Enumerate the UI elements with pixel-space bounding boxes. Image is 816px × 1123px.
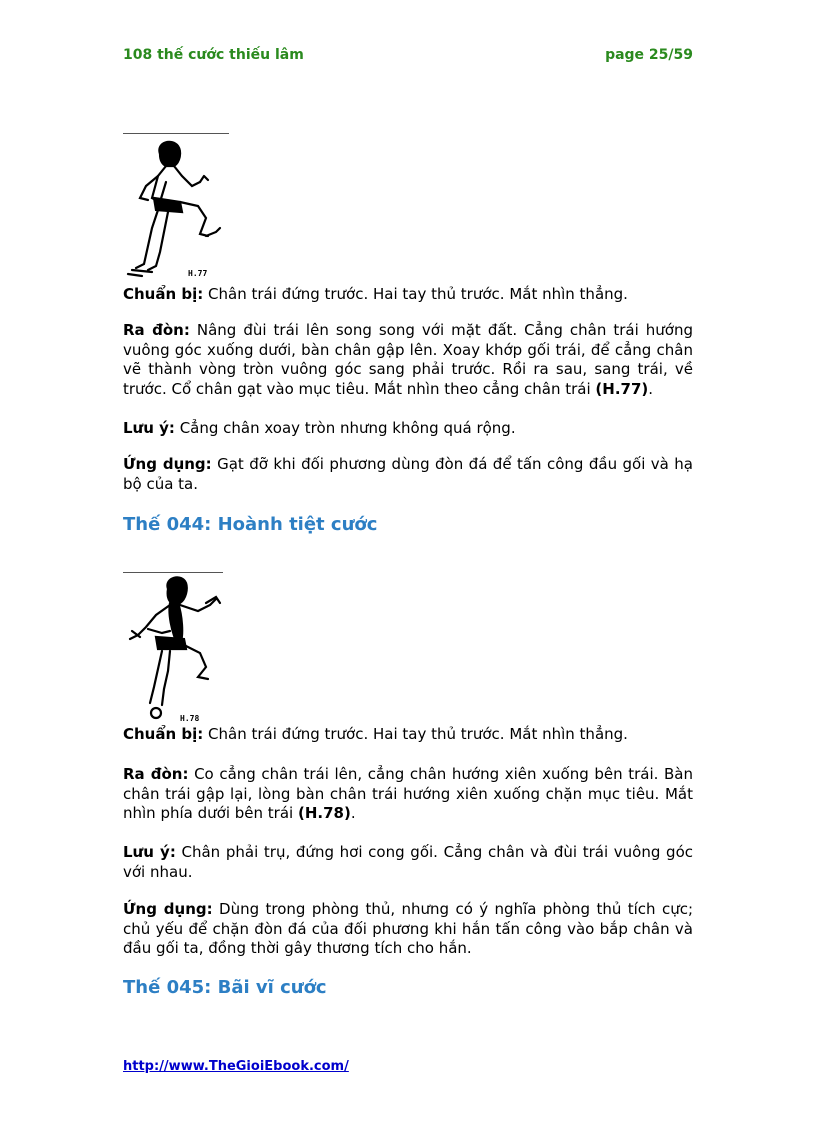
label: Ra đòn: (123, 321, 190, 339)
figure-caption: H.77 (188, 269, 208, 278)
footer-link[interactable]: http://www.TheGioiEbook.com/ (123, 1059, 349, 1074)
kicking-figure-icon (118, 136, 228, 278)
document-title: 108 thế cước thiếu lâm (123, 47, 304, 63)
paragraph-text: Chân phải trụ, đứng hơi cong gối. Cẳng chân và đùi trái vuông góc với nhau. (123, 843, 693, 881)
figure-rule (123, 133, 229, 134)
paragraph-text: Cẳng chân xoay tròn nhưng không quá rộng. (174, 419, 516, 437)
paragraph-end: . (648, 379, 654, 398)
label: Ứng dụng: (123, 900, 213, 918)
paragraph-execution (123, 321, 693, 399)
kicking-figure-icon (118, 575, 228, 723)
paragraph-end: . (350, 804, 356, 822)
figure-rule (123, 572, 223, 573)
section-title-044: Thế 044: Hoành tiệt cước (123, 514, 378, 535)
paragraph-application (123, 455, 693, 494)
label: Lưu ý: (123, 843, 176, 861)
label: Chuẩn bị: (123, 285, 204, 303)
label: Lưu ý: (123, 419, 175, 437)
paragraph-text: Chân trái đứng trước. Hai tay thủ trước. Mắt nhìn thẳng. (203, 285, 628, 303)
section-title-045: Thế 045: Bãi vĩ cước (123, 977, 327, 998)
paragraph-text: Co cẳng chân trái lên, cẳng chân hướng xiên xuống bên trái. Bàn chân trái gập lại, lòng bàn chân trái hướng xiên xuống chặn mục tiêu. Mắt nhìn phía dưới bên trái (123, 765, 693, 822)
figure-reference: (H.77) (595, 379, 649, 398)
paragraph-note (123, 843, 693, 882)
paragraph-note (123, 419, 693, 439)
paragraph-text: Chân trái đứng trước. Hai tay thủ trước. Mắt nhìn thẳng. (203, 725, 628, 743)
paragraph-application (123, 900, 693, 959)
paragraph-preparation (123, 285, 693, 305)
label: Chuẩn bị: (123, 725, 204, 743)
figure-caption: H.78 (180, 714, 200, 723)
figure-h77 (118, 136, 228, 278)
paragraph-execution (123, 765, 693, 824)
label: Ứng dụng: (123, 455, 212, 473)
figure-h78 (118, 575, 228, 723)
page-number: page 25/59 (605, 47, 693, 63)
figure-reference: (H.78) (297, 804, 351, 822)
paragraph-text: Nâng đùi trái lên song song với mặt đất. Cẳng chân trái hướng vuông góc xuống dưới, bàn chân gập lên. Xoay khớp gối trái, để cẳng chân vẽ thành vòng tròn vuông góc sang phải trước. Rồi ra sau, sang trái, về trước. Cổ chân gạt vào mục tiêu. Mắt nhìn theo cẳng chân trái (123, 321, 693, 398)
paragraph-text: Dùng trong phòng thủ, nhưng có ý nghĩa phòng thủ tích cực; chủ yếu để chặn đòn đá của đối phương khi hắn tấn công vào bắp chân và đầu gối ta, đồng thời gây thương tích cho hắn. (123, 900, 693, 957)
paragraph-text: Gạt đỡ khi đối phương dùng đòn đá để tấn công đầu gối và hạ bộ của ta. (123, 455, 693, 493)
paragraph-preparation (123, 725, 693, 745)
label: Ra đòn: (123, 765, 189, 783)
